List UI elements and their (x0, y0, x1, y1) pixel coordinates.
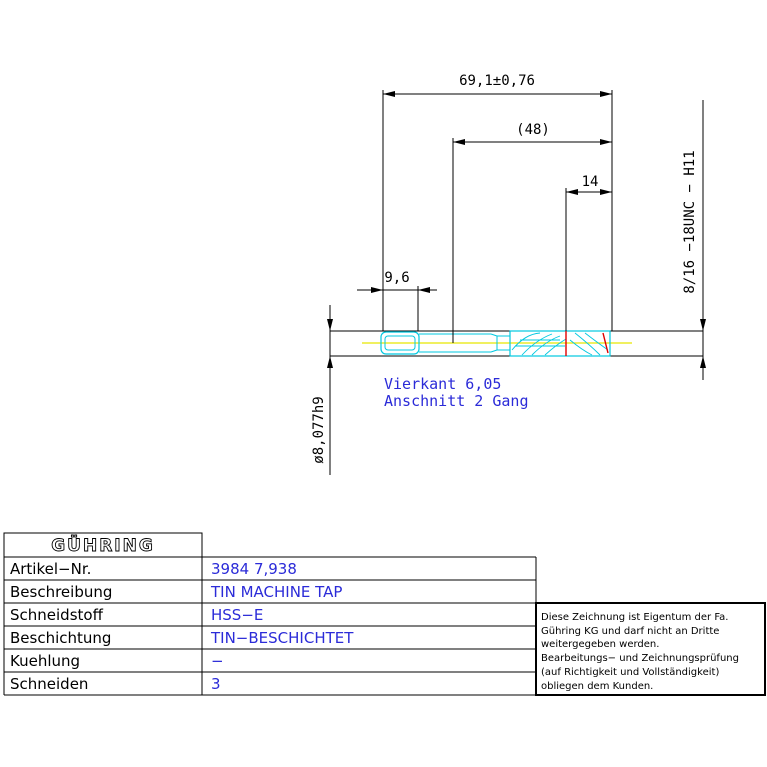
square-note: Vierkant 6,05 (384, 375, 502, 393)
row-value-artikel-nr: 3984 7,938 (211, 560, 297, 578)
row-value-schneidstoff: HSS−E (211, 606, 264, 624)
thread-length-label: (48) (516, 122, 550, 138)
row-label-schneidstoff: Schneidstoff (10, 606, 103, 624)
disclaimer-line-6: obliegen dem Kunden. (541, 681, 654, 692)
square-length-label: 9,6 (384, 270, 410, 286)
flutes (512, 333, 608, 355)
chamfer-note: Anschnitt 2 Gang (384, 392, 529, 410)
chamfer-length-label: 14 (581, 174, 599, 190)
row-value-beschreibung: TIN MACHINE TAP (211, 583, 343, 601)
disclaimer-line-1: Diese Zeichnung ist Eigentum der Fa. (541, 612, 729, 623)
disclaimer-line-5: (auf Richtigkeit und Vollständigkeit) (541, 667, 720, 678)
guehring-logo: GÜHRING (51, 536, 155, 556)
row-label-beschreibung: Beschreibung (10, 583, 113, 601)
shank-diameter-label: ø8,077h9 (311, 396, 327, 464)
row-label-kuehlung: Kuehlung (10, 652, 81, 670)
row-value-schneiden: 3 (211, 675, 221, 693)
thread-spec-label: 8/16 −18UNC − H11 (682, 150, 698, 294)
tap-tool-body (330, 331, 703, 356)
row-label-beschichtung: Beschichtung (10, 629, 112, 647)
disclaimer-line-3: weitergegeben werden. (541, 639, 660, 650)
title-block (4, 533, 765, 695)
disclaimer-line-2: Gühring KG und darf nicht an Dritte (541, 626, 720, 637)
disclaimer-line-4: Bearbeitungs− und Zeichnungsprüfung (541, 653, 739, 664)
overall-length-label: 69,1±0,76 (459, 73, 535, 89)
row-label-schneiden: Schneiden (10, 675, 89, 693)
row-value-kuehlung: − (211, 652, 224, 670)
row-value-beschichtung: TIN−BESCHICHTET (211, 629, 354, 647)
row-label-artikel-nr: Artikel−Nr. (10, 560, 92, 578)
